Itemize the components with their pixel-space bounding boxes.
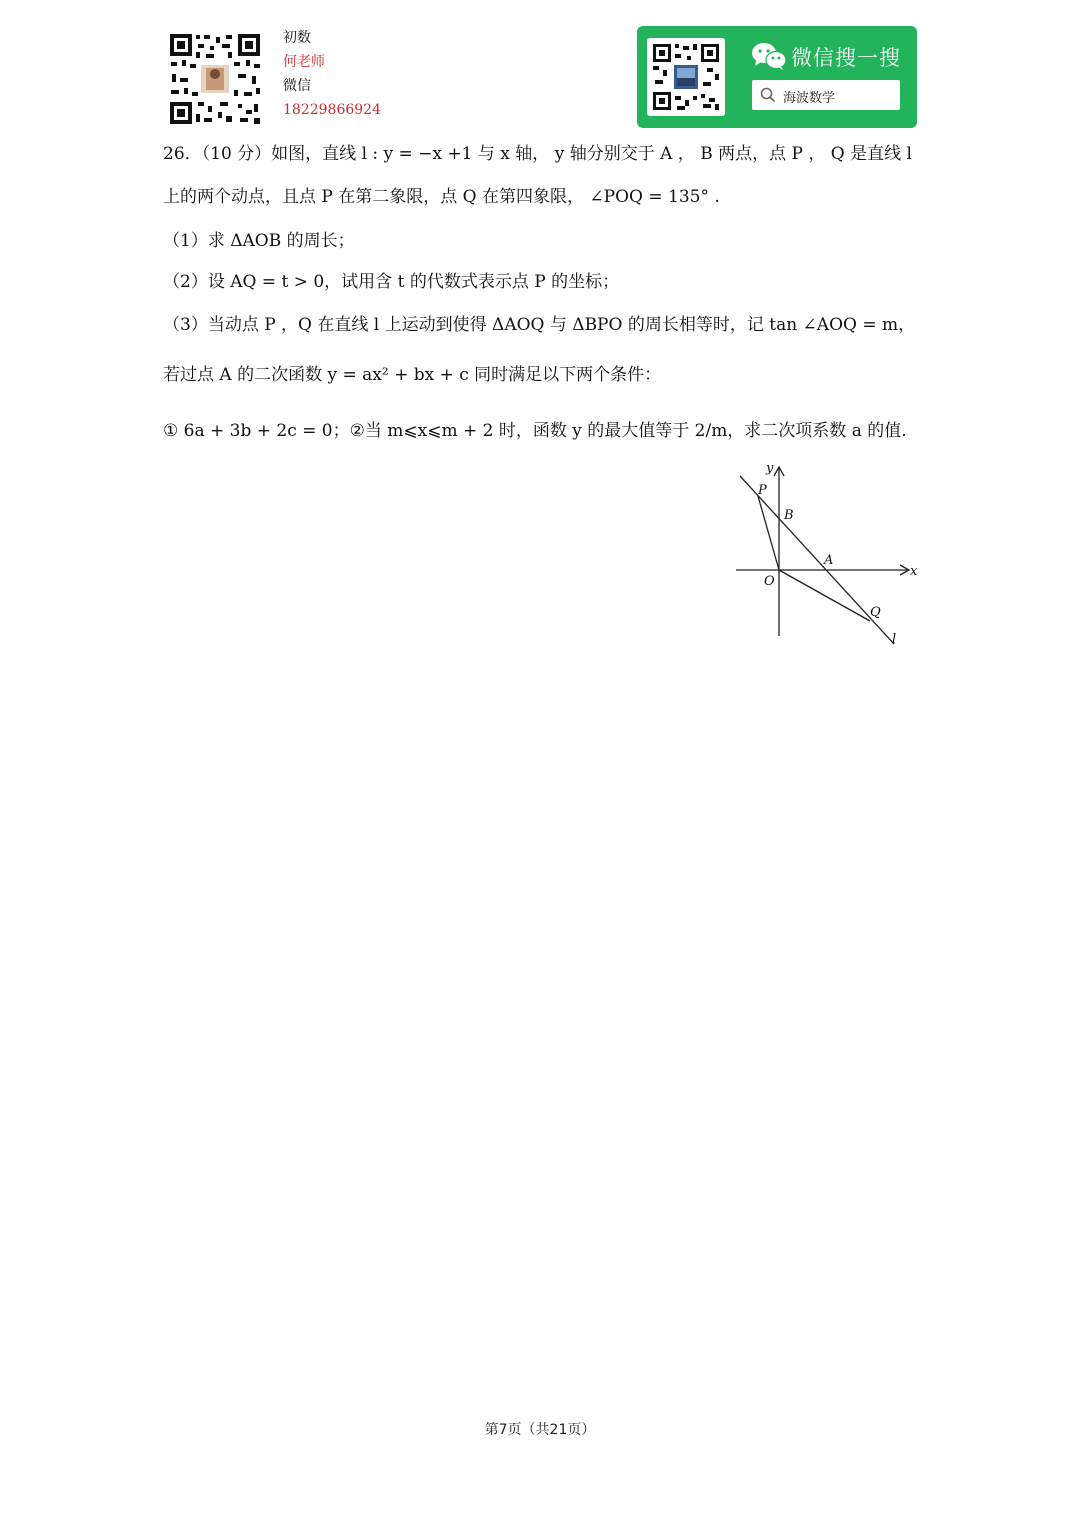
wechat-search-text: 海波数学: [783, 91, 836, 106]
label-b: B: [784, 508, 794, 523]
problem-line-1: 26．（10 分）如图，直线 l : y = −x +1 与 x 轴， y 轴分别交于 A ， B 两点，点 P ， Q 是直线 l: [163, 144, 912, 164]
label-x: x: [910, 564, 918, 579]
problem-conditions: ① 6a + 3b + 2c = 0；②当 m⩽x⩽m + 2 时，函数 y 的最大值等于 2/m，求二次项系数 a 的值.: [163, 421, 907, 441]
contact-line-wechat-label: 微信: [283, 78, 311, 94]
problem-line-2: 上的两个动点，且点 P 在第二象限，点 Q 在第四象限， ∠POQ = 135° .: [163, 187, 720, 207]
label-a: A: [824, 553, 834, 568]
contact-line-teacher: 何老师: [283, 54, 325, 70]
problem-part-2: （2）设 AQ = t > 0，试用含 t 的代数式表示点 P 的坐标；: [163, 272, 620, 292]
geometry-figure: [728, 458, 928, 650]
wechat-search-title: 微信搜一搜: [791, 46, 901, 70]
segment-oq: [779, 570, 870, 621]
problem-part-3: （3）当动点 P ，Q 在直线 l 上运动到使得 ΔAOQ 与 ΔBPO 的周长相等时，记 tan ∠AOQ = m，: [163, 315, 916, 335]
wechat-qr-code: [647, 38, 725, 116]
search-icon: [760, 87, 776, 103]
contact-line-subject: 初数: [283, 30, 311, 46]
wechat-search-box[interactable]: [752, 80, 900, 110]
contact-info: [283, 26, 381, 122]
label-l: l: [892, 632, 897, 647]
problem-line-6: 若过点 A 的二次函数 y = ax² + bx + c 同时满足以下两个条件：: [163, 365, 662, 385]
label-p: P: [758, 483, 767, 498]
wechat-search-card: [637, 26, 917, 128]
label-o: O: [764, 574, 775, 589]
problem-part-1: （1）求 ΔAOB 的周长；: [163, 231, 355, 251]
label-y: y: [766, 461, 774, 476]
label-q: Q: [870, 605, 881, 620]
contact-line-phone: 18229866924: [283, 102, 381, 118]
contact-qr-code: [168, 32, 262, 126]
page-footer: 第7页（共21页）: [484, 1422, 596, 1438]
wechat-logo-icon: [751, 41, 787, 71]
